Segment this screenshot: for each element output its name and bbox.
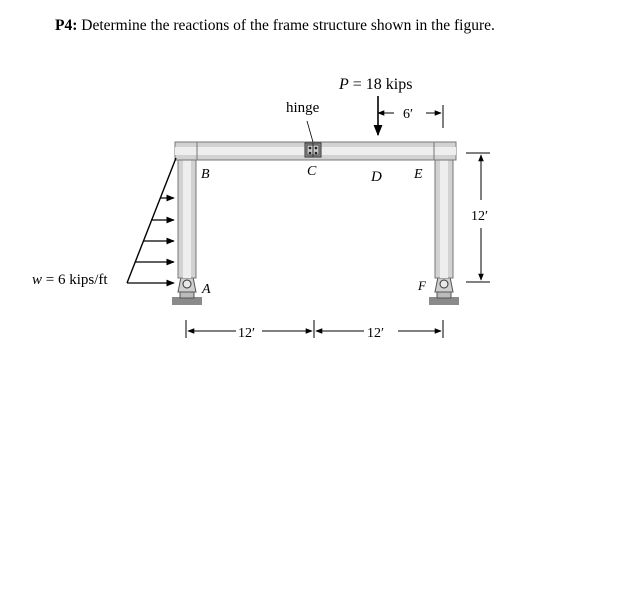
column-ef [435,148,453,278]
load-w-label [32,272,108,288]
hinge-leader [307,121,313,142]
column-ab [178,148,196,278]
problem-text: Determine the reactions of the frame structure shown in the figure. [81,17,495,34]
problem-number: P4: [55,17,78,34]
load-p-symbol: P [339,76,349,93]
joint-d-label: D [371,169,382,185]
support-a [172,277,202,305]
joint-b-label: B [201,167,210,182]
load-p-value: = 18 kips [348,76,413,93]
load-p-label [338,76,412,93]
joint-c-label: C [307,164,317,179]
hinge-label: hinge [286,100,320,116]
joint-f-label: F [418,278,426,293]
joint-e-label: E [414,167,423,182]
dim-height-label: 12′ [471,209,489,224]
joint-a-label: A [202,282,211,297]
dim-span-right-label: 12′ [367,326,385,341]
dim-span-left-label: 12′ [238,326,256,341]
support-f [429,277,459,305]
distributed-load [127,158,176,283]
dim-span-lines [186,320,443,338]
load-w-symbol: w [32,272,43,288]
dim-offset-label: 6′ [403,107,414,122]
hinge-c [305,143,321,157]
load-w-value: = 6 kips/ft [42,272,108,288]
